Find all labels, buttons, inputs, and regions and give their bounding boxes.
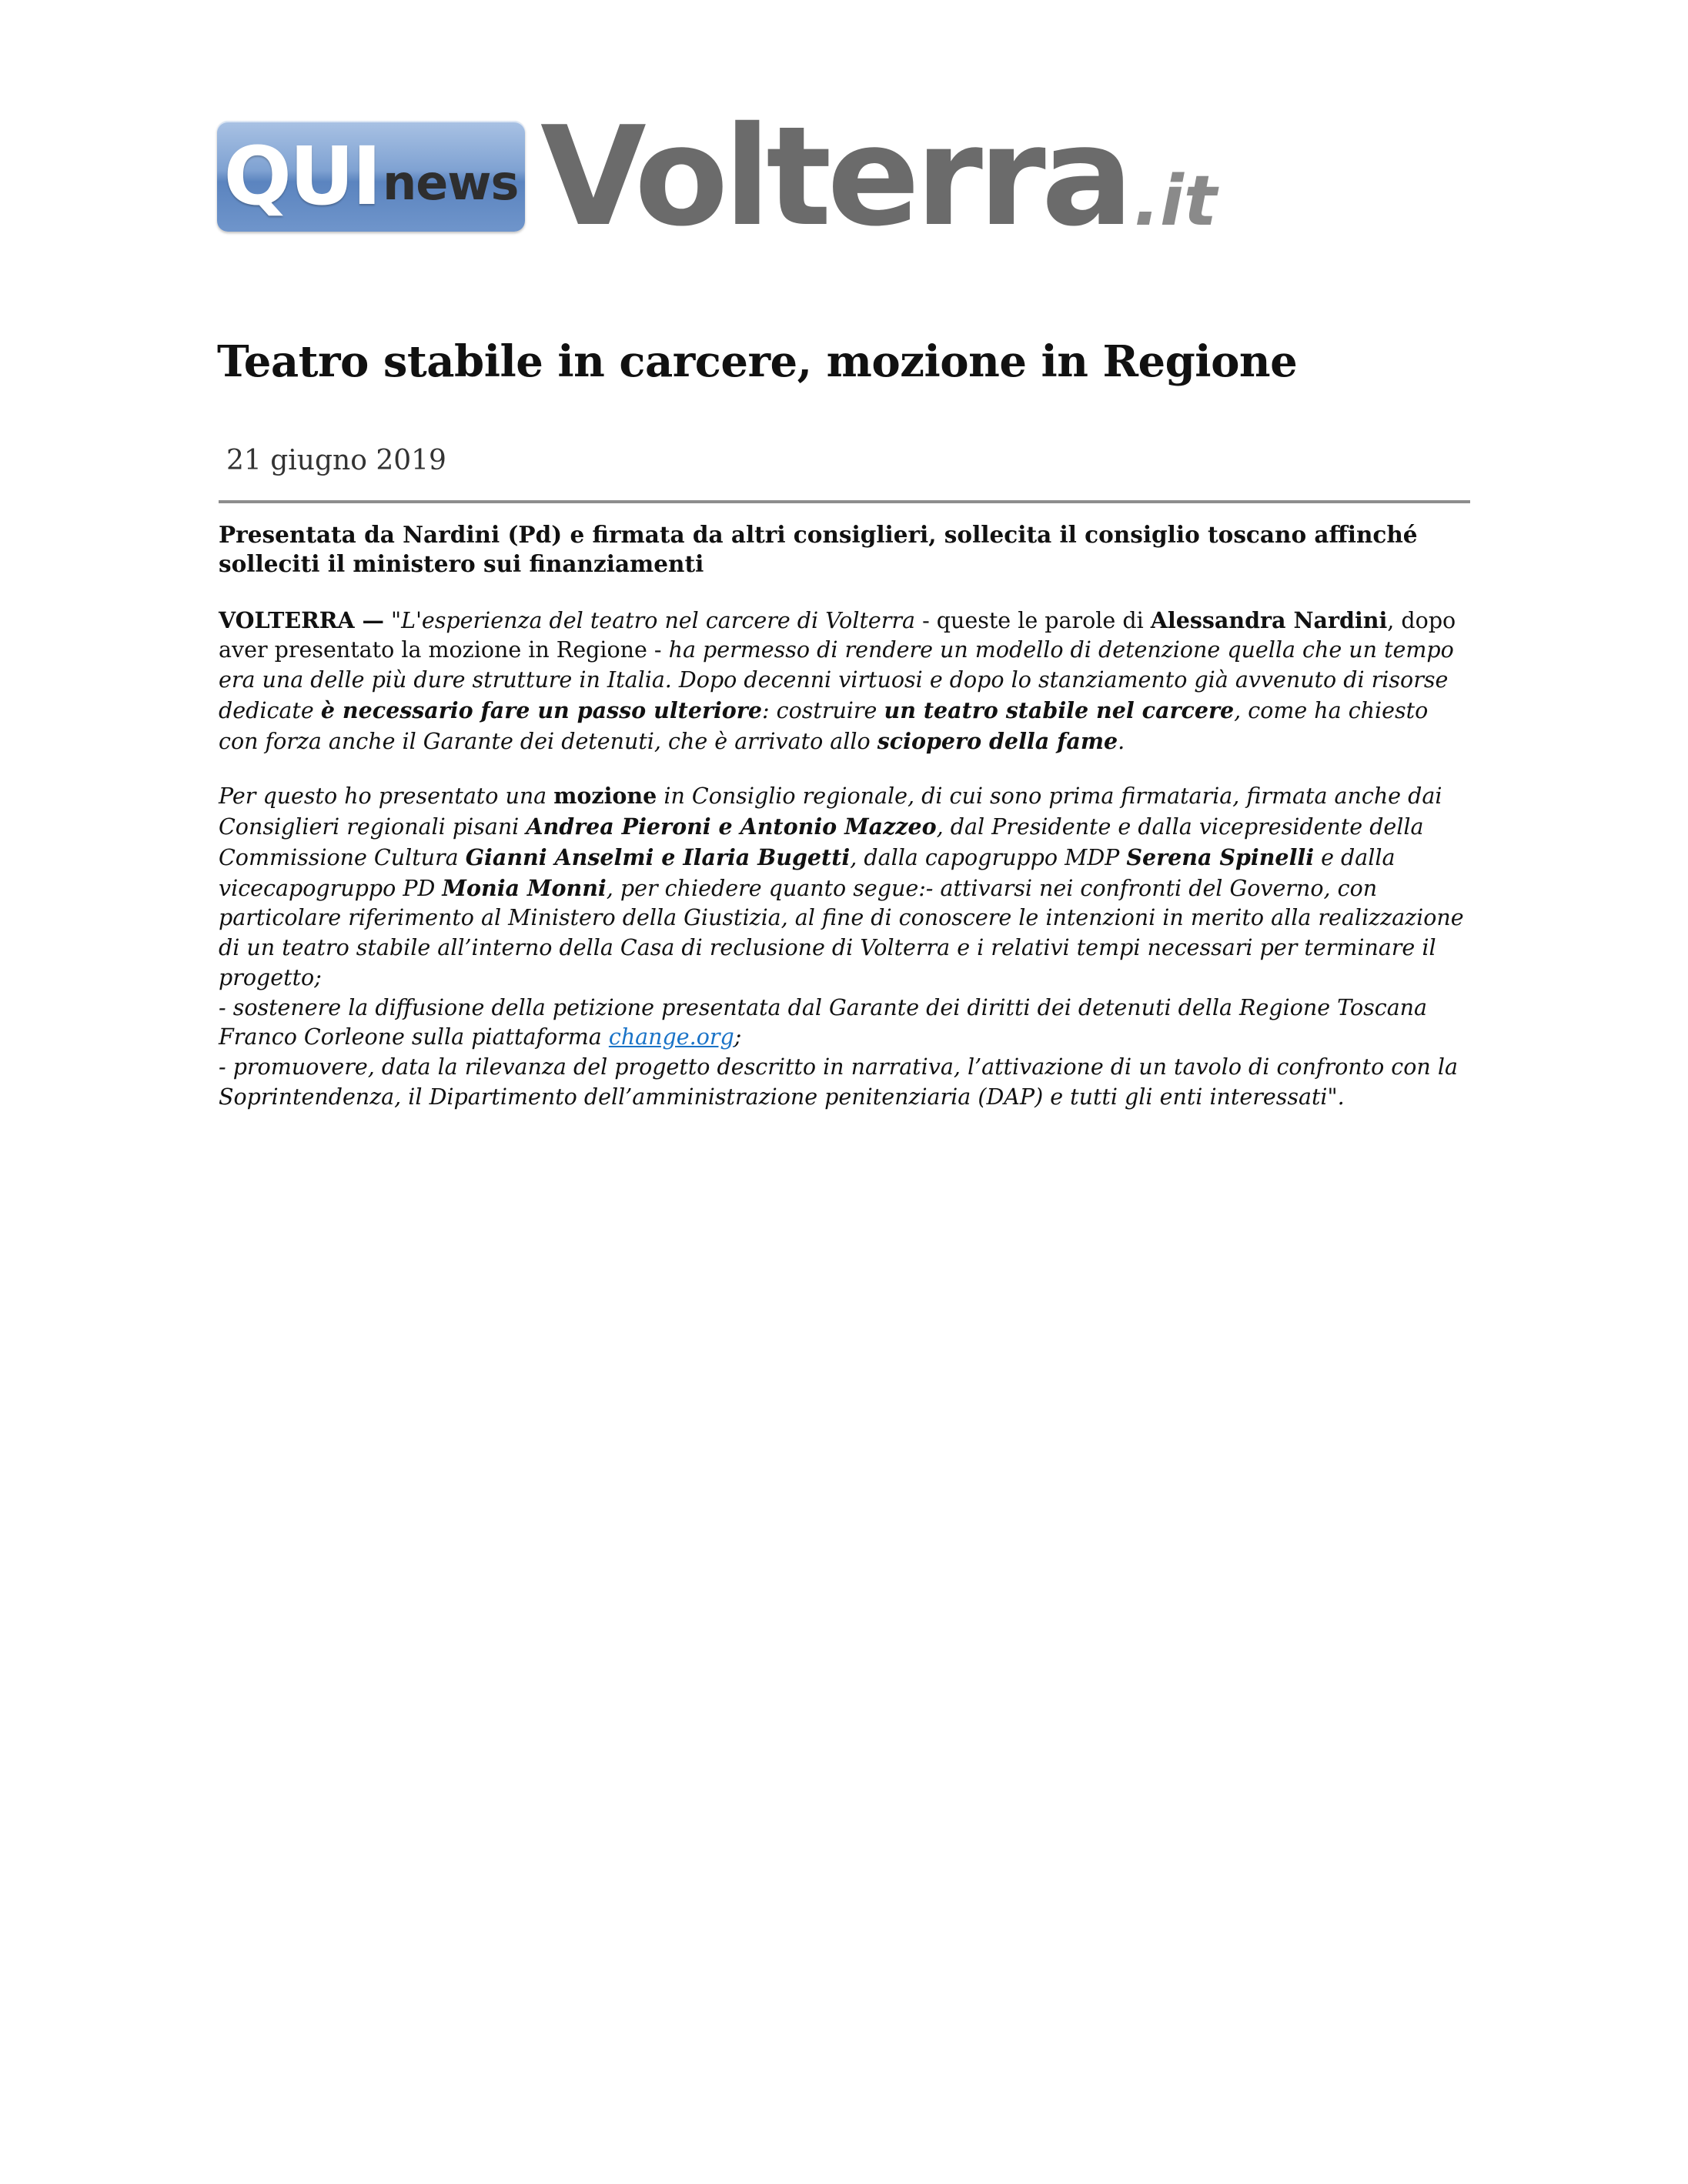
p2-bold-names-2: Gianni Anselmi e Ilaria Bugetti	[465, 843, 851, 870]
article-date: 21 giugno 2019	[226, 445, 446, 476]
quote-text-2: : costruire	[761, 697, 884, 723]
article-subtitle: Presentata da Nardini (Pd) e firmata da altri consiglieri, sollecita il consiglio toscano affinché solleciti il ministero sui finanziamenti	[219, 521, 1418, 578]
header-divider	[219, 500, 1470, 503]
p2-text-8: ;	[734, 1024, 742, 1050]
p2-text-2: in Consiglio regionale, di cui sono prima firmataria, firmata anche dai Consiglieri regionali pisani	[219, 783, 1442, 840]
quote-emphasis-1: è necessario fare un passo ulteriore	[320, 696, 762, 723]
p2-text-4: , dalla capogruppo MDP	[850, 844, 1127, 870]
article-body	[219, 520, 1473, 1137]
article-paragraph-1	[219, 606, 1473, 757]
attribution-text: - queste le parole di	[915, 607, 1151, 633]
quote-text-3: , come ha chiesto con forza anche il Garante dei detenuti, che è arrivato allo	[219, 697, 1429, 754]
quote-opening: "L'esperienza del teatro nel carcere di Volterra	[384, 607, 916, 633]
quote-emphasis-2: un teatro stabile nel carcere	[884, 696, 1235, 723]
logo-news-text: news	[383, 155, 519, 211]
article-headline: Teatro stabile in carcere, mozione in Regione	[217, 336, 1298, 387]
speaker-name: Alessandra Nardini	[1150, 606, 1388, 633]
logo-qui-text: QUI	[223, 129, 380, 223]
quote-text: ha permesso di rendere un modello di detenzione quella che un tempo era una delle più dure strutture in Italia. Dopo decenni virtuosi e dopo lo stanziamento già avvenuto di risorse dedicate	[219, 637, 1454, 723]
logo-volterra-text: Volterra	[540, 97, 1129, 256]
p2-bold-names-1: Andrea Pieroni e Antonio Mazzeo	[526, 813, 937, 840]
p2-text-7: - sostenere la diffusione della petizione presentata dal Garante dei diritti dei detenuti della Regione Toscana Franco Corleone sulla piattaforma	[219, 994, 1428, 1050]
p2-bold-name-4: Monia Monni	[442, 874, 607, 901]
p2-text-6: , per chiedere quanto segue:- attivarsi nei confronti del Governo, con particolare riferimento al Ministero della Giustizia, al fine di conoscere le intenzioni in merito alla realizzazione di un teatro stabile all’interno della Casa di reclusione di Volterra e i relativi tempi necessari per terminare il progetto;	[219, 875, 1464, 990]
quinews-badge	[217, 121, 525, 232]
article-paragraph-2	[219, 781, 1473, 1112]
dateline: VOLTERRA —	[219, 606, 384, 633]
p2-text-3: , dal Presidente e dalla vicepresidente della Commissione Cultura	[219, 814, 1424, 870]
p2-text-5: e dalla vicecapogruppo PD	[219, 844, 1396, 901]
change-org-link[interactable]: change.org	[608, 1024, 734, 1050]
p2-text-1: Per questo ho presentato una	[219, 783, 554, 810]
attribution-continued: , dopo aver presentato la mozione in Regione -	[219, 607, 1456, 663]
p2-bold-mozione: mozione	[553, 783, 657, 810]
quote-end: .	[1118, 728, 1125, 754]
p2-text-9: - promuovere, data la rilevanza del progetto descritto in narrativa, l’attivazione di un tavolo di confronto con la Soprintendenza, il Dipartimento dell’amministrazione penitenziaria (DAP) e tutti gli enti interessati".	[219, 1054, 1458, 1110]
site-logo[interactable]	[217, 97, 1217, 256]
quote-emphasis-3: sciopero della fame	[877, 727, 1118, 754]
logo-domain-suffix: .it	[1133, 161, 1217, 242]
p2-bold-name-3: Serena Spinelli	[1126, 843, 1315, 870]
